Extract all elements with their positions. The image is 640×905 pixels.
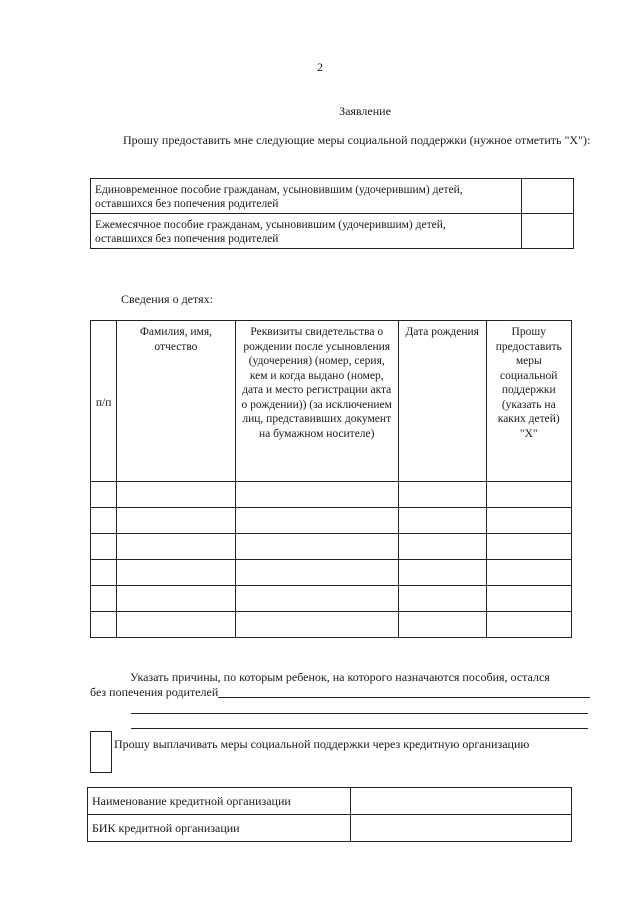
bank-name-input[interactable] bbox=[351, 788, 572, 815]
pay-request-text: Прошу выплачивать меры социальной поддержки через кредитную организацию bbox=[114, 737, 530, 751]
benefit-label-line: оставшихся без попечения родителей bbox=[95, 198, 279, 210]
reason-input-line[interactable] bbox=[131, 713, 588, 714]
benefit-label-line: оставшихся без попечения родителей bbox=[95, 233, 279, 245]
bank-name-label: Наименование кредитной организации bbox=[88, 788, 351, 815]
benefit-label-line: Ежемесячное пособие гражданам, усыновившим (удочерившим) детей, bbox=[95, 219, 446, 231]
benefit-label bbox=[91, 179, 522, 214]
reason-line-1: Указать причины, по которым ребенок, на которого назначаются пособия, остался bbox=[130, 670, 550, 684]
benefit-mark-cell[interactable] bbox=[521, 179, 573, 214]
table-row bbox=[91, 482, 572, 508]
table-row bbox=[91, 508, 572, 534]
table-row bbox=[91, 534, 572, 560]
benefit-mark-cell[interactable] bbox=[521, 214, 573, 249]
children-heading: Сведения о детях: bbox=[121, 292, 213, 306]
benefit-row bbox=[91, 214, 574, 249]
col-request-header: Прошу предоставить меры социальной поддержки (указать на каких детей) "Х" bbox=[486, 321, 571, 482]
benefit-label bbox=[91, 214, 522, 249]
bank-row bbox=[88, 815, 572, 842]
table-row bbox=[91, 560, 572, 586]
table-row bbox=[91, 612, 572, 638]
col-name-header: Фамилия, имя, отчество bbox=[117, 321, 235, 482]
benefit-row bbox=[91, 179, 574, 214]
pay-via-bank-checkbox[interactable] bbox=[90, 731, 112, 773]
reason-section bbox=[90, 670, 590, 700]
col-certificate-header: Реквизиты свидетельства о рождении после усыновления (удочерения) (номер, серия, кем и когда выдано (номер, дата и место регистрации акта о рождении)) (за исключением лиц, представивших документ на бумажном носителе) bbox=[235, 321, 398, 482]
benefit-label-line: Единовременное пособие гражданам, усыновившим (удочерившим) детей, bbox=[95, 184, 463, 196]
bank-row bbox=[88, 788, 572, 815]
table-row bbox=[91, 586, 572, 612]
document-title: Заявление bbox=[339, 104, 391, 118]
page-number: 2 bbox=[317, 60, 323, 74]
bank-table bbox=[87, 787, 572, 842]
bank-bik-label: БИК кредитной организации bbox=[88, 815, 351, 842]
reason-input-line[interactable] bbox=[131, 728, 588, 729]
bank-bik-input[interactable] bbox=[351, 815, 572, 842]
col-number-header: п/п bbox=[91, 321, 117, 482]
col-birthdate-header: Дата рождения bbox=[398, 321, 486, 482]
children-header-row bbox=[91, 321, 572, 482]
children-table bbox=[90, 320, 572, 638]
benefits-table bbox=[90, 178, 574, 249]
intro-text: Прошу предоставить мне следующие меры социальной поддержки (нужное отметить "Х"): bbox=[123, 133, 591, 147]
reason-line-2: без попечения родителей bbox=[90, 685, 219, 699]
reason-input-line[interactable] bbox=[218, 697, 590, 698]
